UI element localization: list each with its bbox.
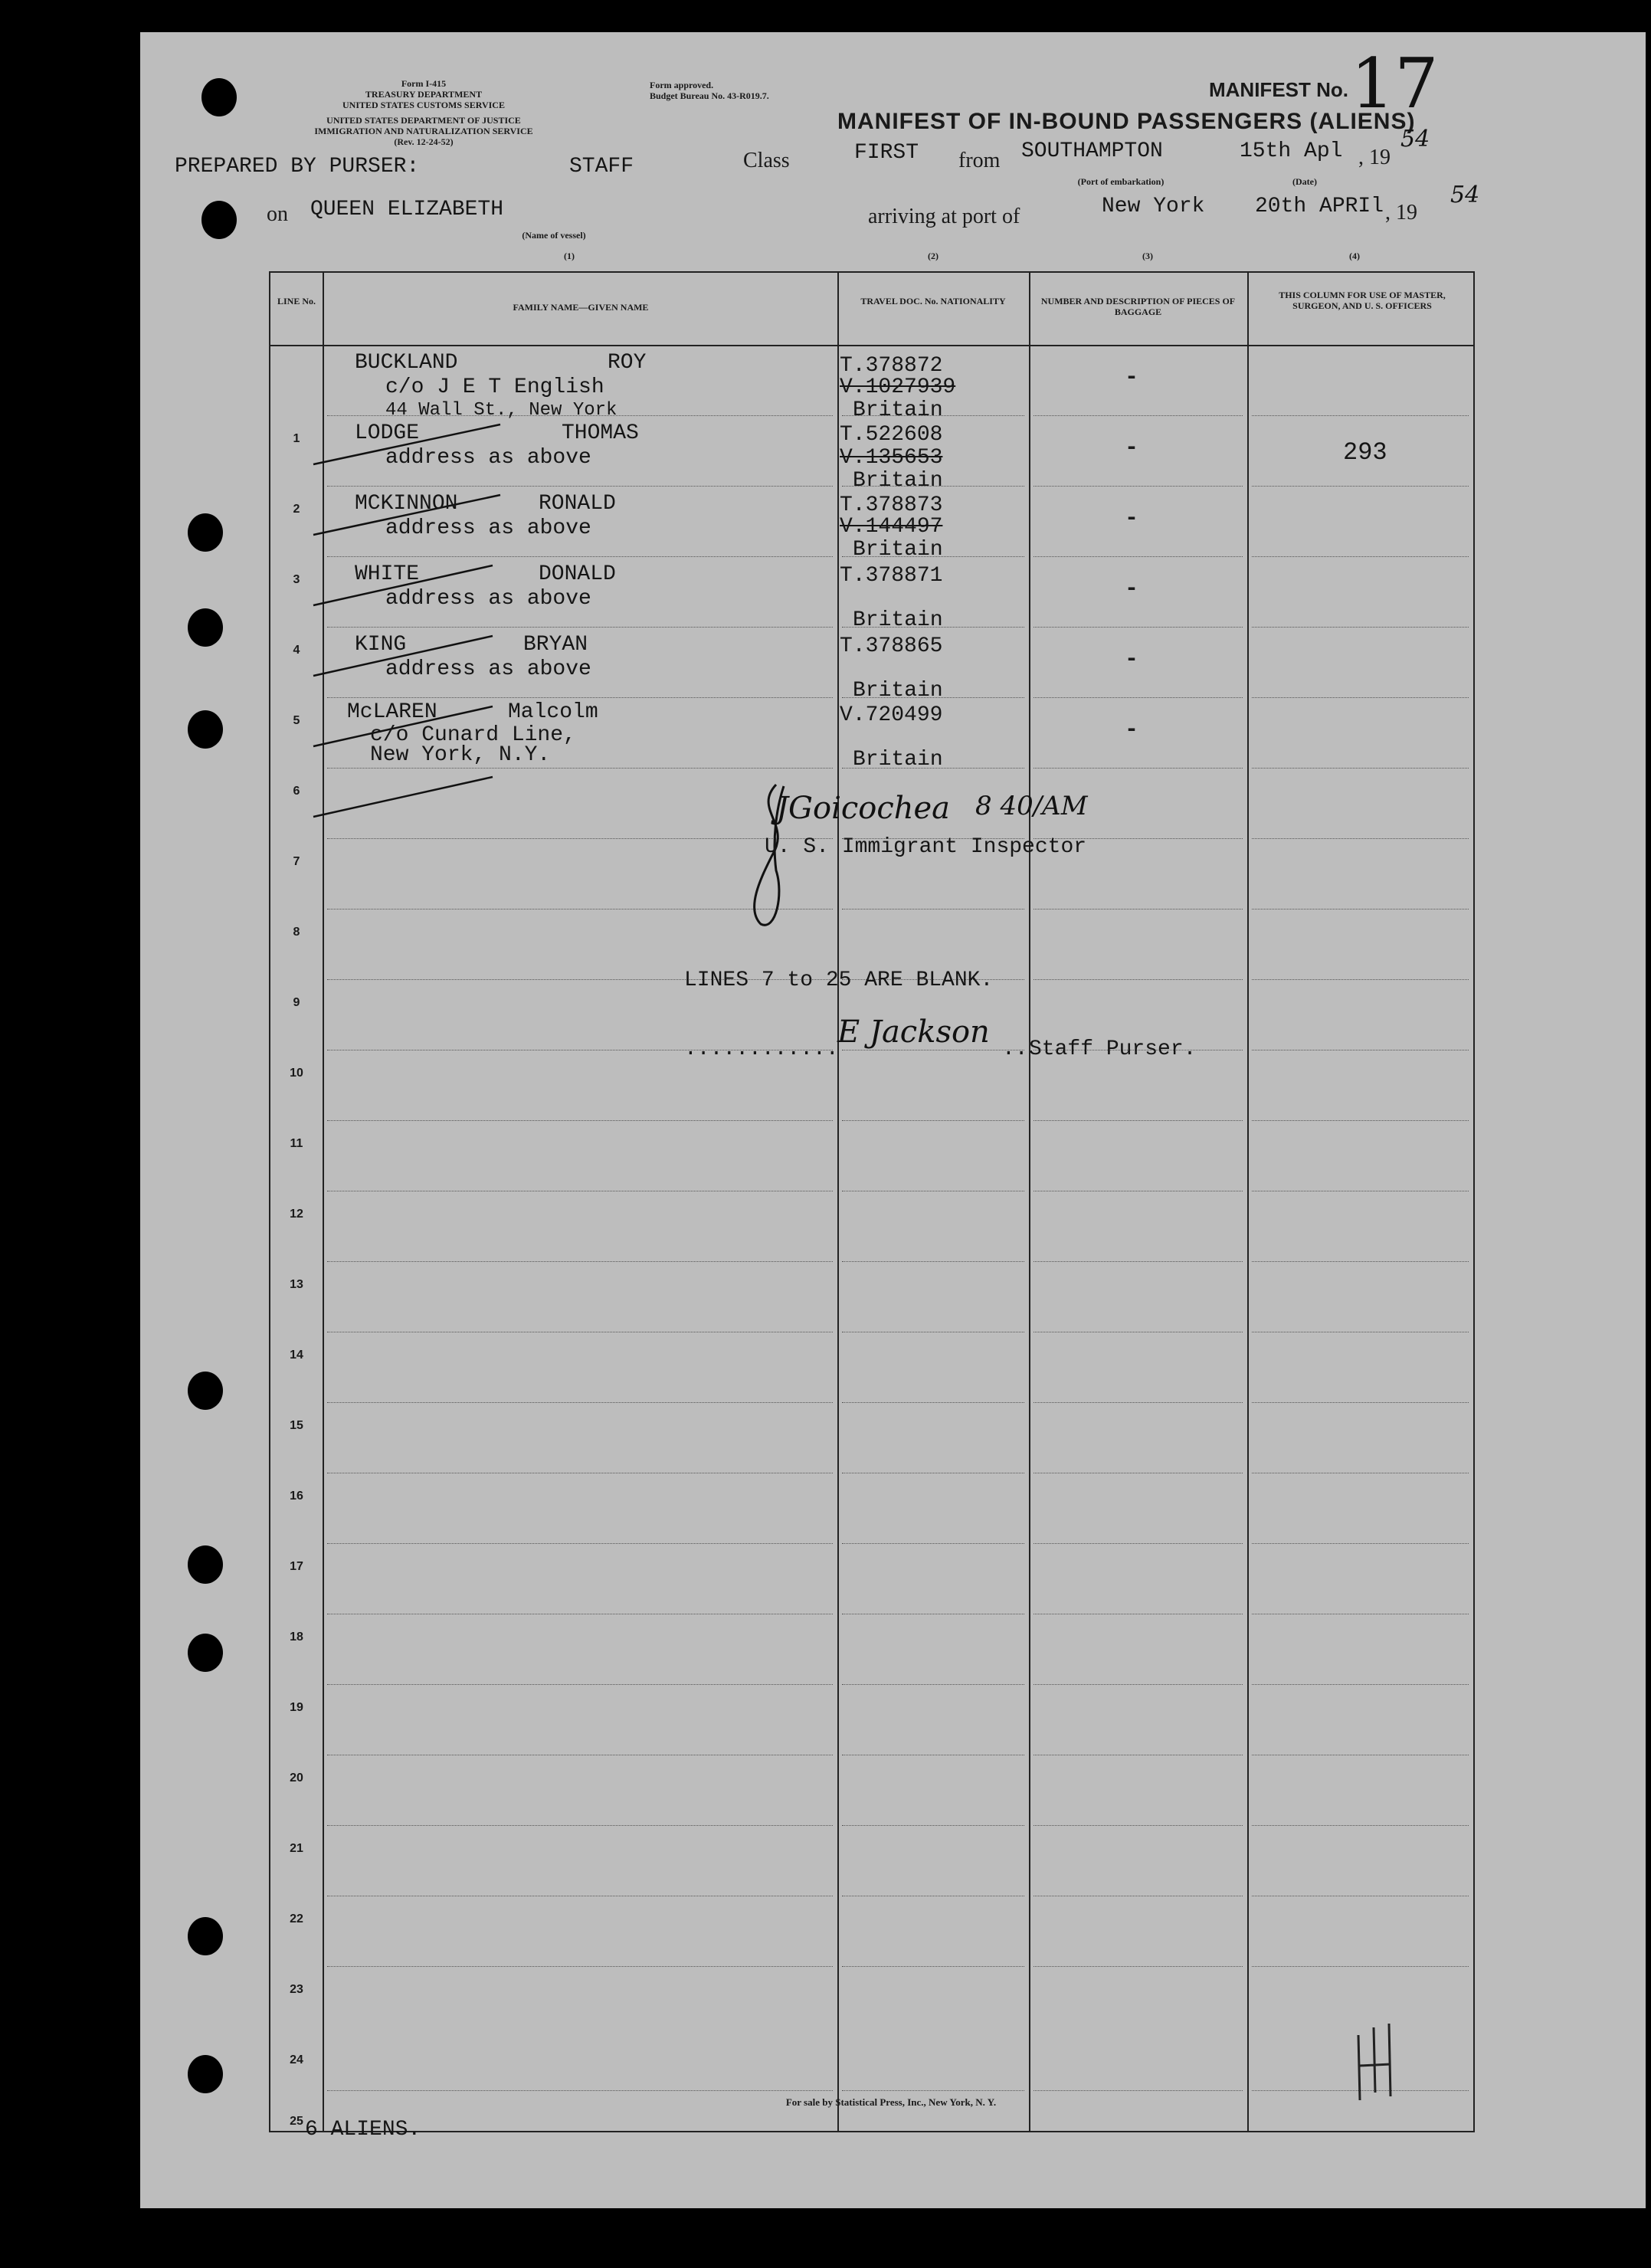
row-divider [327, 1120, 833, 1121]
row-divider [842, 1120, 1024, 1121]
baggage-count: - [1125, 717, 1139, 743]
line-number: 10 [290, 1067, 303, 1080]
nationality: Britain [853, 538, 943, 562]
row-divider [1252, 1684, 1469, 1685]
customs-service: UNITED STATES CUSTOMS SERVICE [342, 100, 505, 110]
punch-hole [188, 2055, 223, 2093]
row-divider [1034, 1120, 1243, 1121]
treasury-dept: TREASURY DEPARTMENT [365, 89, 483, 100]
row-divider [327, 1966, 833, 1967]
travel-doc-struck: V.135653 [840, 446, 943, 470]
inspector-title: U. S. Immigrant Inspector [765, 835, 1087, 859]
line-number: 25 [290, 2115, 303, 2128]
row-divider [1034, 1543, 1243, 1544]
year-prefix-2: , 19 [1385, 201, 1417, 225]
arriving-label: arriving at port of [868, 205, 1020, 228]
passenger-address: c/o J E T English [385, 375, 604, 399]
row-divider [1252, 1543, 1469, 1544]
purser-signature: E Jackson [837, 1014, 990, 1050]
arrival-date-1: 15th Apl [1240, 139, 1343, 163]
form-revision: (Rev. 12-24-52) [394, 136, 454, 147]
passenger-given-name: DONALD [539, 562, 616, 586]
inspector-signature: JGoicochea [776, 791, 951, 826]
purser-dots: ............ [684, 1037, 839, 1061]
passenger-family-name: MCKINNON [355, 492, 458, 516]
row-divider [327, 1825, 833, 1826]
row-divider [842, 1825, 1024, 1826]
nationality: Britain [853, 469, 943, 493]
passenger-table [269, 271, 1475, 2132]
col-header-travel-doc: TRAVEL DOC. No. NATIONALITY [860, 296, 1006, 306]
line-number: 3 [293, 573, 300, 586]
row-divider [842, 1684, 1024, 1685]
row-divider [327, 1402, 833, 1403]
from-label: from [958, 149, 1001, 172]
nationality: Britain [853, 748, 943, 772]
baggage-count: - [1125, 647, 1139, 673]
manifest-no-value: 17 [1351, 44, 1439, 124]
row-divider [1034, 2090, 1243, 2091]
tally-marks [1351, 2020, 1412, 2104]
baggage-count: - [1125, 435, 1139, 461]
punch-hole [201, 201, 237, 239]
ins-service: IMMIGRATION AND NATURALIZATION SERVICE [314, 126, 533, 136]
form-id: Form I-415 [401, 78, 447, 89]
col-header-name: FAMILY NAME—GIVEN NAME [513, 302, 649, 313]
row-divider [1034, 486, 1243, 487]
punch-hole [188, 1545, 223, 1584]
line-number: 17 [290, 1560, 303, 1573]
aliens-count: 6 ALIENS. [305, 2118, 421, 2142]
row-divider [842, 2090, 1024, 2091]
punch-hole [188, 513, 223, 552]
justice-dept: UNITED STATES DEPARTMENT OF JUSTICE [326, 115, 521, 126]
row-divider [1252, 1825, 1469, 1826]
travel-doc: T.378871 [840, 564, 943, 588]
row-divider [842, 1966, 1024, 1967]
line-number: 6 [293, 785, 300, 798]
nationality: Britain [853, 608, 943, 632]
row-divider [842, 1261, 1024, 1262]
year-value-1: 54 [1400, 126, 1430, 152]
line-number: 19 [290, 1701, 303, 1714]
passenger-address: address as above [385, 657, 591, 681]
check-marks [309, 418, 508, 847]
line-number: 14 [290, 1349, 303, 1362]
row-divider [842, 1402, 1024, 1403]
line-number: 20 [290, 1771, 303, 1785]
row-divider [1252, 627, 1469, 628]
passenger-address: 44 Wall St., New York [385, 400, 617, 421]
line-number: 16 [290, 1490, 303, 1503]
officer-notation: 293 [1343, 438, 1387, 467]
nationality: Britain [853, 679, 943, 703]
passenger-given-name: Malcolm [508, 700, 598, 724]
column-number-3: (3) [1142, 251, 1153, 261]
travel-doc: V.720499 [840, 703, 943, 727]
on-label: on [267, 202, 288, 226]
class-label: Class [743, 149, 790, 172]
travel-doc-struck: V.1027939 [840, 375, 956, 399]
row-divider [327, 2090, 833, 2091]
line-number: 4 [293, 644, 300, 657]
row-divider [1252, 1402, 1469, 1403]
line-number: 8 [293, 926, 300, 939]
row-divider [1034, 627, 1243, 628]
column-number-1: (1) [564, 251, 575, 261]
form-approved: Form approved. [650, 80, 714, 90]
row-divider [1252, 838, 1469, 839]
punch-hole [188, 710, 223, 749]
baggage-count: - [1125, 576, 1139, 602]
line-number: 24 [290, 2053, 303, 2066]
baggage-count: - [1125, 506, 1139, 532]
column-number-4: (4) [1349, 251, 1360, 261]
vessel-name: QUEEN ELIZABETH [310, 198, 504, 221]
passenger-address: address as above [385, 516, 591, 540]
passenger-given-name: BRYAN [523, 633, 588, 657]
date-caption: (Date) [1292, 176, 1317, 187]
column-number-2: (2) [928, 251, 939, 261]
row-divider [1034, 415, 1243, 416]
punch-hole [188, 1634, 223, 1672]
line-number: 5 [293, 714, 300, 727]
prepared-label: PREPARED BY PURSER: [175, 155, 420, 179]
row-divider [327, 1684, 833, 1685]
passenger-family-name: KING [355, 633, 407, 657]
passenger-address: New York, N.Y. [370, 743, 551, 767]
row-divider [327, 1261, 833, 1262]
line-number: 15 [290, 1419, 303, 1432]
row-divider [1034, 1261, 1243, 1262]
passenger-family-name: LODGE [355, 421, 420, 445]
manifest-page [140, 32, 1646, 2208]
arrival-port: New York [1102, 195, 1205, 218]
passenger-address: address as above [385, 446, 591, 470]
line-number: 9 [293, 996, 300, 1009]
year-value-2: 54 [1450, 182, 1480, 208]
travel-doc: T.522608 [840, 423, 943, 447]
printer-credit: For sale by Statistical Press, Inc., New York, N. Y. [785, 2096, 997, 2108]
line-number: 22 [290, 1912, 303, 1926]
line-number: 7 [293, 855, 300, 868]
purser-dots-2: .. [1002, 1037, 1028, 1061]
row-divider [1034, 1402, 1243, 1403]
line-number: 23 [290, 1983, 303, 1996]
line-number: 1 [293, 432, 300, 445]
row-divider [1252, 486, 1469, 487]
travel-doc-struck: V.144497 [840, 515, 943, 539]
punch-hole [188, 608, 223, 647]
col-header-officers: THIS COLUMN FOR USE OF MASTER, SURGEON, AND U. S. OFFICERS [1279, 290, 1446, 311]
prepared-value: STAFF [569, 155, 634, 179]
passenger-given-name: RONALD [539, 492, 616, 516]
passenger-family-name: BUCKLAND [355, 351, 458, 375]
budget-bureau: Budget Bureau No. 43-R019.7. [650, 90, 769, 101]
nationality: Britain [853, 398, 943, 422]
from-value: SOUTHAMPTON [1021, 139, 1163, 163]
row-divider [1252, 556, 1469, 557]
row-divider [1252, 1120, 1469, 1121]
row-divider [1034, 697, 1243, 698]
passenger-given-name: ROY [608, 351, 647, 375]
row-divider [1252, 768, 1469, 769]
col-header-baggage: NUMBER AND DESCRIPTION OF PIECES OF BAGGAGE [1040, 296, 1236, 317]
passenger-given-name: THOMAS [562, 421, 639, 445]
row-divider [1252, 1261, 1469, 1262]
punch-hole [201, 78, 237, 116]
travel-doc: T.378865 [840, 634, 943, 658]
travel-doc: T.378873 [840, 493, 943, 517]
line-number: 2 [293, 503, 300, 516]
row-divider [842, 1543, 1024, 1544]
year-prefix-1: , 19 [1358, 146, 1391, 169]
arrival-date-2: 20th APRIl [1255, 195, 1384, 218]
form-title: MANIFEST OF IN-BOUND PASSENGERS (ALIENS) [837, 109, 1416, 134]
punch-hole [188, 1917, 223, 1955]
row-divider [1252, 415, 1469, 416]
row-divider [1034, 768, 1243, 769]
passenger-family-name: WHITE [355, 562, 420, 586]
line-number: 18 [290, 1631, 303, 1644]
row-divider [1034, 1684, 1243, 1685]
row-divider [1034, 556, 1243, 557]
passenger-address: address as above [385, 587, 591, 611]
line-number: 13 [290, 1278, 303, 1291]
manifest-no-label: MANIFEST No. [1209, 78, 1348, 101]
row-divider [1034, 979, 1243, 980]
baggage-count: - [1125, 365, 1139, 391]
inspection-time: 8 40/AM [975, 791, 1088, 821]
blank-lines-note: LINES 7 to 25 ARE BLANK. [684, 968, 994, 992]
row-divider [327, 1543, 833, 1544]
passenger-address: c/o Cunard Line, [370, 723, 576, 747]
row-divider [1252, 979, 1469, 980]
line-number: 21 [290, 1842, 303, 1855]
row-divider [1034, 1966, 1243, 1967]
row-divider [1252, 697, 1469, 698]
line-number: 12 [290, 1208, 303, 1221]
port-caption: (Port of embarkation) [1077, 176, 1165, 187]
purser-title: Staff Purser. [1029, 1037, 1197, 1061]
class-value: FIRST [854, 141, 919, 165]
passenger-family-name: McLAREN [347, 700, 437, 724]
travel-doc: T.378872 [840, 354, 943, 378]
line-number: 11 [290, 1137, 303, 1150]
punch-hole [188, 1372, 223, 1410]
row-divider [1034, 1825, 1243, 1826]
row-divider [1252, 1966, 1469, 1967]
vessel-caption: (Name of vessel) [522, 230, 586, 241]
col-header-line-no: LINE No. [277, 296, 316, 306]
